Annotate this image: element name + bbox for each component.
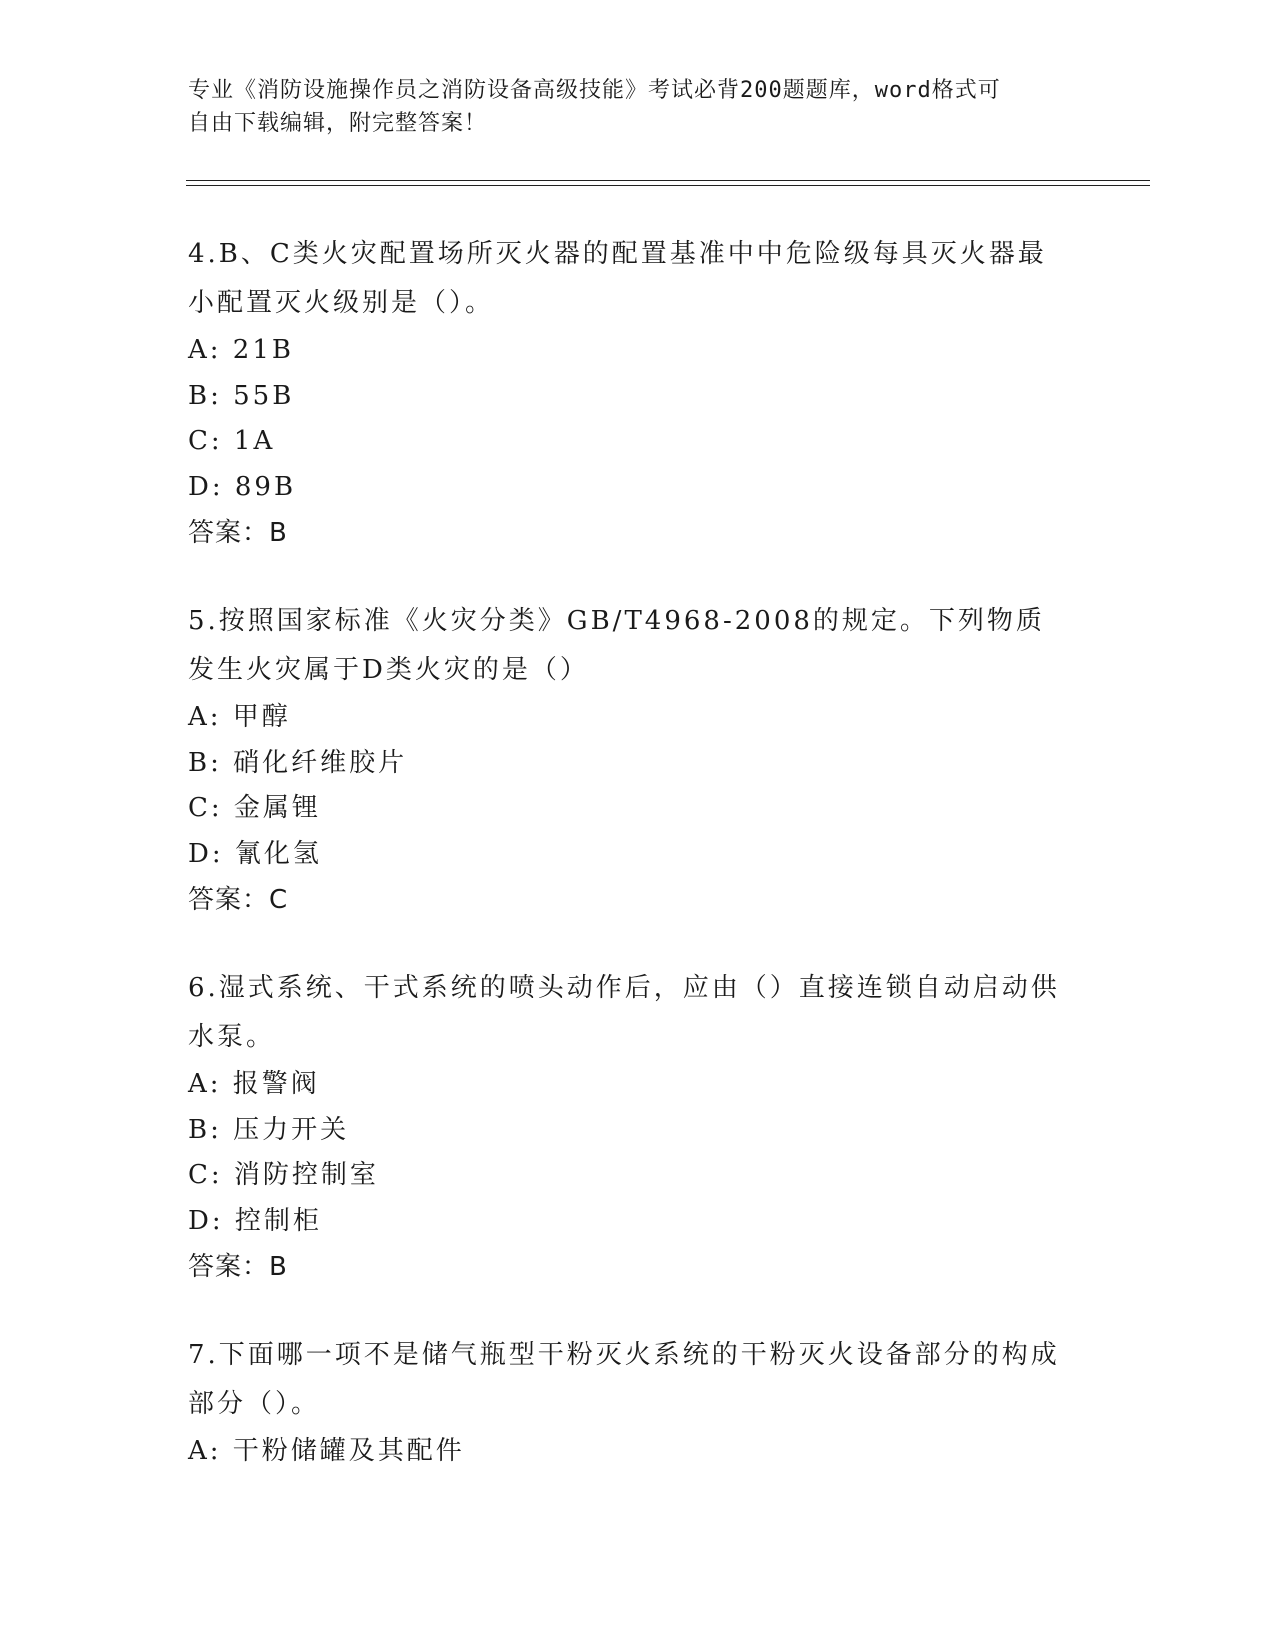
header-rule-top [186, 180, 1150, 181]
option-c: C: 消防控制室 [188, 1160, 379, 1190]
option-a: A: 甲醇 [188, 702, 291, 732]
option-d: D: 控制柜 [188, 1205, 322, 1236]
question-text: 4.B、C类火灾配置场所灭火器的配置基准中中危险级每具灭火器最小配置灭火级别是（）。 [188, 239, 1047, 318]
option-a: A: 报警阀 [188, 1069, 320, 1099]
question-4 [188, 230, 1088, 556]
option-a: A: 21B [188, 335, 294, 365]
question-7 [188, 1331, 1088, 1475]
option-b: B: 压力开关 [188, 1114, 350, 1145]
header-line-1: 专业《消防设施操作员之消防设备高级技能》考试必背200题题库，word格式可 [188, 78, 1001, 103]
header-rule-bottom [186, 185, 1150, 186]
question-text: 5.按照国家标准《火灾分类》GB/T4968-2008的规定。下列物质发生火灾属于D类火灾的是（） [188, 606, 1045, 685]
option-d: D: 89B [188, 471, 297, 502]
question-list [188, 230, 1088, 1516]
option-a: A: 干粉储罐及其配件 [188, 1436, 465, 1466]
answer: 答案：B [188, 1252, 288, 1282]
option-c: C: 金属锂 [188, 793, 321, 823]
question-text: 7.下面哪一项不是储气瓶型干粉灭火系统的干粉灭火设备部分的构成部分（）。 [188, 1340, 1060, 1419]
answer: 答案：C [188, 885, 289, 915]
header-line-2: 自由下载编辑，附完整答案！ [188, 111, 488, 136]
question-6 [188, 964, 1088, 1290]
document-header [188, 74, 1068, 140]
option-b: B: 硝化纤维胶片 [188, 747, 408, 778]
option-b: B: 55B [188, 380, 295, 411]
answer: 答案：B [188, 518, 288, 548]
question-text: 6.湿式系统、干式系统的喷头动作后，应由（）直接连锁自动启动供水泵。 [188, 973, 1060, 1052]
option-c: C: 1A [188, 426, 276, 456]
option-d: D: 氰化氢 [188, 838, 322, 869]
question-5 [188, 597, 1088, 923]
